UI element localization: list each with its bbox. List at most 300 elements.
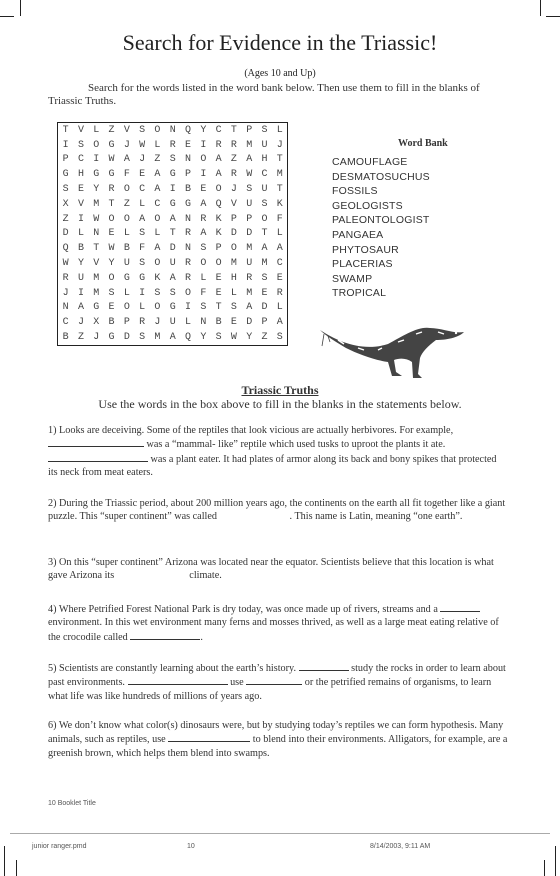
grid-letter[interactable]: S — [139, 332, 146, 344]
slug-filename: junior ranger.pmd — [32, 843, 87, 850]
grid-letter[interactable]: D — [169, 243, 176, 255]
grid-letter[interactable]: I — [200, 169, 207, 181]
grid-letter[interactable]: T — [276, 154, 283, 166]
grid-letter[interactable]: U — [246, 258, 253, 270]
grid-letter[interactable]: A — [246, 154, 253, 166]
grid-letter[interactable]: Z — [154, 154, 161, 166]
grid-letter[interactable]: Y — [200, 332, 207, 344]
grid-letter[interactable]: I — [62, 139, 69, 151]
grid-letter[interactable]: T — [261, 228, 268, 240]
slug-date: 8/14/2003, 9:11 AM — [370, 843, 431, 850]
grid-letter[interactable]: E — [200, 184, 207, 196]
grid-letter[interactable]: T — [62, 124, 69, 136]
grid-letter[interactable]: S — [215, 332, 222, 344]
grid-letter[interactable]: A — [154, 169, 161, 181]
grid-letter[interactable]: J — [123, 139, 130, 151]
grid-letter[interactable]: Q — [185, 124, 192, 136]
grid-letter[interactable]: S — [169, 287, 176, 299]
grid-letter[interactable]: L — [154, 228, 161, 240]
grid-letter[interactable]: U — [246, 198, 253, 210]
grid-letter[interactable]: S — [62, 184, 69, 196]
grid-letter[interactable]: J — [154, 317, 161, 329]
grid-letter[interactable]: R — [185, 228, 192, 240]
grid-letter[interactable]: S — [246, 184, 253, 196]
grid-letter[interactable]: A — [139, 213, 146, 225]
q4-text: . — [200, 631, 203, 643]
grid-letter[interactable]: Z — [77, 332, 84, 344]
grid-row — [58, 123, 288, 138]
grid-row — [58, 212, 288, 227]
slug-page-number: 10 — [187, 843, 195, 850]
grid-letter[interactable]: D — [123, 332, 130, 344]
grid-letter[interactable]: E — [276, 272, 283, 284]
grid-letter[interactable]: A — [123, 154, 130, 166]
grid-letter[interactable]: P — [123, 317, 130, 329]
crop-mark — [540, 0, 541, 16]
grid-letter[interactable]: U — [77, 272, 84, 284]
grid-letter[interactable]: C — [154, 198, 161, 210]
grid-letter[interactable]: P — [215, 243, 222, 255]
answer-blank[interactable] — [246, 675, 302, 685]
grid-letter[interactable]: M — [246, 287, 253, 299]
answer-blank[interactable] — [299, 661, 349, 671]
word-search-grid[interactable] — [57, 122, 288, 346]
grid-letter[interactable]: Z — [123, 198, 130, 210]
grid-letter[interactable]: M — [93, 287, 100, 299]
grid-letter[interactable]: A — [246, 302, 253, 314]
grid-letter[interactable]: S — [200, 302, 207, 314]
grid-letter[interactable]: G — [108, 332, 115, 344]
word-bank-item: FOSSILS — [332, 185, 378, 198]
grid-letter[interactable]: P — [185, 169, 192, 181]
q5-text: use — [227, 677, 247, 689]
grid-letter[interactable]: N — [62, 302, 69, 314]
grid-letter[interactable]: G — [108, 169, 115, 181]
grid-letter[interactable]: Q — [185, 332, 192, 344]
grid-letter[interactable]: N — [185, 243, 192, 255]
age-range: (Ages 10 and Up) — [244, 68, 316, 79]
grid-letter[interactable]: A — [169, 213, 176, 225]
grid-letter[interactable]: N — [93, 228, 100, 240]
grid-letter[interactable]: P — [62, 154, 69, 166]
grid-letter[interactable]: R — [215, 139, 222, 151]
grid-letter[interactable]: C — [77, 154, 84, 166]
grid-letter[interactable]: Y — [200, 124, 207, 136]
grid-letter[interactable]: A — [200, 198, 207, 210]
grid-letter[interactable]: O — [185, 287, 192, 299]
grid-letter[interactable]: V — [93, 258, 100, 270]
grid-letter[interactable]: I — [200, 139, 207, 151]
grid-row — [58, 138, 288, 153]
grid-letter[interactable]: A — [215, 169, 222, 181]
grid-letter[interactable]: K — [215, 228, 222, 240]
grid-letter[interactable]: R — [276, 287, 283, 299]
grid-letter[interactable]: B — [123, 243, 130, 255]
word-bank-item: GEOLOGISTS — [332, 199, 403, 212]
grid-letter[interactable]: T — [108, 198, 115, 210]
grid-letter[interactable]: H — [230, 272, 237, 284]
grid-letter[interactable]: W — [108, 243, 115, 255]
grid-letter[interactable]: H — [261, 154, 268, 166]
word-bank-item: TROPICAL — [332, 287, 387, 300]
grid-letter[interactable]: G — [169, 302, 176, 314]
q1-text: 1) Looks are deceiving. Some of the reptiles that look vicious are actually herbivores. For example, — [48, 425, 454, 436]
word-bank-item: PALEONTOLOGIST — [332, 214, 430, 227]
grid-letter[interactable]: E — [108, 302, 115, 314]
grid-letter[interactable]: R — [139, 317, 146, 329]
answer-blank[interactable] — [168, 732, 250, 742]
grid-letter[interactable]: P — [230, 213, 237, 225]
q1-text: was a “mammal- like” reptile which used tusks to uproot the plants it ate. — [144, 439, 446, 451]
answer-blank[interactable] — [128, 675, 228, 685]
word-bank-item: PLACERIAS — [332, 258, 393, 271]
grid-letter[interactable]: O — [200, 258, 207, 270]
grid-letter[interactable]: M — [230, 258, 237, 270]
grid-row — [58, 301, 288, 316]
grid-letter[interactable]: S — [77, 139, 84, 151]
grid-letter[interactable]: Z — [62, 213, 69, 225]
q1-text: was a plant eater. It had plates of armor along its back and bony spikes that protected its neck from meat eaters. — [48, 453, 497, 478]
answer-blank[interactable] — [220, 510, 290, 519]
grid-letter[interactable]: Y — [93, 184, 100, 196]
grid-letter[interactable]: W — [230, 332, 237, 344]
grid-letter[interactable]: N — [200, 317, 207, 329]
grid-letter[interactable]: W — [93, 213, 100, 225]
word-bank-item: SWAMP — [332, 272, 373, 285]
grid-letter[interactable]: O — [108, 213, 115, 225]
grid-letter[interactable]: J — [139, 154, 146, 166]
crop-mark — [4, 846, 5, 876]
grid-letter[interactable]: N — [185, 213, 192, 225]
grid-letter[interactable]: J — [77, 317, 84, 329]
grid-letter[interactable]: L — [276, 228, 283, 240]
grid-row — [58, 315, 288, 330]
q3-text: climate. — [186, 570, 222, 582]
grid-letter[interactable]: A — [215, 154, 222, 166]
grid-letter[interactable]: T — [169, 228, 176, 240]
grid-letter[interactable]: C — [139, 184, 146, 196]
grid-letter[interactable]: M — [261, 258, 268, 270]
grid-letter[interactable]: V — [77, 124, 84, 136]
grid-letter[interactable]: T — [230, 124, 237, 136]
answer-blank[interactable] — [48, 452, 148, 462]
grid-letter[interactable]: O — [108, 272, 115, 284]
question-6 — [48, 719, 508, 760]
grid-letter[interactable]: G — [169, 198, 176, 210]
grid-letter[interactable]: O — [123, 302, 130, 314]
grid-letter[interactable]: P — [246, 124, 253, 136]
grid-letter[interactable]: O — [154, 302, 161, 314]
triassic-truths-instructions: Use the words in the box above to fill in the blanks in the statements below. — [98, 397, 462, 411]
grid-row — [58, 182, 288, 197]
grid-letter[interactable]: U — [169, 258, 176, 270]
grid-letter[interactable]: O — [200, 154, 207, 166]
grid-letter[interactable]: U — [261, 184, 268, 196]
grid-letter[interactable]: S — [261, 198, 268, 210]
grid-letter[interactable]: I — [139, 287, 146, 299]
grid-letter[interactable]: R — [185, 272, 192, 284]
grid-letter[interactable]: U — [169, 317, 176, 329]
grid-letter[interactable]: X — [62, 198, 69, 210]
grid-letter[interactable]: A — [200, 228, 207, 240]
grid-letter[interactable]: K — [215, 213, 222, 225]
q3-text: 3) On this “super continent” Arizona was located near the equator. Scientists believe that this location is what gave Arizona its — [48, 557, 494, 582]
grid-row — [58, 286, 288, 301]
grid-letter[interactable]: G — [185, 198, 192, 210]
grid-letter[interactable]: R — [169, 139, 176, 151]
answer-blank[interactable] — [117, 569, 187, 578]
grid-letter[interactable]: I — [185, 302, 192, 314]
grid-letter[interactable]: E — [215, 287, 222, 299]
grid-letter[interactable]: S — [261, 124, 268, 136]
crop-mark — [0, 16, 14, 17]
grid-letter[interactable]: S — [139, 124, 146, 136]
grid-letter[interactable]: V — [230, 198, 237, 210]
grid-letter[interactable]: A — [261, 243, 268, 255]
word-bank-title: Word Bank — [398, 138, 448, 149]
q2-text: . This name is Latin, meaning “one earth”. — [289, 511, 463, 523]
grid-letter[interactable]: H — [77, 169, 84, 181]
grid-letter[interactable]: E — [108, 228, 115, 240]
grid-letter[interactable]: A — [276, 243, 283, 255]
crop-mark — [555, 846, 556, 876]
question-5 — [48, 661, 508, 703]
grid-letter[interactable]: S — [108, 287, 115, 299]
grid-letter[interactable]: T — [93, 243, 100, 255]
grid-letter[interactable]: S — [230, 302, 237, 314]
q4-text: environment. In this wet environment many ferns and mosses thrived, as well as a large meat eating relative of the crocodile called — [48, 617, 499, 643]
grid-letter[interactable]: L — [139, 198, 146, 210]
grid-letter[interactable]: S — [261, 272, 268, 284]
grid-letter[interactable]: X — [93, 317, 100, 329]
grid-letter[interactable]: P — [261, 317, 268, 329]
grid-letter[interactable]: C — [215, 124, 222, 136]
grid-letter[interactable]: L — [93, 124, 100, 136]
grid-letter[interactable]: R — [108, 184, 115, 196]
grid-letter[interactable]: T — [215, 302, 222, 314]
grid-row — [58, 330, 288, 345]
grid-letter[interactable]: M — [246, 139, 253, 151]
grid-letter[interactable]: O — [154, 213, 161, 225]
grid-letter[interactable]: G — [123, 272, 130, 284]
grid-letter[interactable]: R — [246, 272, 253, 284]
grid-letter[interactable]: L — [185, 317, 192, 329]
grid-letter[interactable]: R — [200, 213, 207, 225]
grid-letter[interactable]: R — [185, 258, 192, 270]
grid-letter[interactable]: R — [230, 139, 237, 151]
grid-letter[interactable]: O — [154, 124, 161, 136]
grid-letter[interactable]: S — [154, 287, 161, 299]
grid-letter[interactable]: L — [123, 228, 130, 240]
crop-mark — [16, 860, 17, 876]
grid-row — [58, 271, 288, 286]
grid-letter[interactable]: E — [261, 287, 268, 299]
grid-letter[interactable]: A — [169, 272, 176, 284]
q5-text: study the rocks in order to learn about past environments. — [48, 663, 506, 689]
question-1 — [48, 424, 508, 479]
word-bank-item: CAMOUFLAGE — [332, 156, 408, 168]
grid-letter[interactable]: B — [108, 317, 115, 329]
grid-letter[interactable]: F — [276, 213, 283, 225]
grid-letter[interactable]: G — [139, 272, 146, 284]
grid-letter[interactable]: B — [77, 243, 84, 255]
grid-letter[interactable]: U — [123, 258, 130, 270]
grid-letter[interactable]: O — [93, 139, 100, 151]
grid-letter[interactable]: G — [169, 169, 176, 181]
grid-letter[interactable]: W — [108, 154, 115, 166]
word-bank-item: PANGAEA — [332, 228, 384, 241]
grid-letter[interactable]: A — [154, 184, 161, 196]
grid-letter[interactable]: J — [230, 184, 237, 196]
grid-letter[interactable]: C — [261, 169, 268, 181]
slug-divider — [10, 833, 550, 834]
grid-letter[interactable]: D — [246, 317, 253, 329]
grid-letter[interactable]: G — [93, 169, 100, 181]
grid-letter[interactable]: U — [261, 139, 268, 151]
grid-letter[interactable]: M — [93, 272, 100, 284]
grid-letter[interactable]: N — [169, 124, 176, 136]
grid-letter[interactable]: Y — [246, 332, 253, 344]
grid-letter[interactable]: F — [200, 287, 207, 299]
grid-letter[interactable]: R — [62, 272, 69, 284]
grid-letter[interactable]: D — [246, 228, 253, 240]
grid-letter[interactable]: W — [246, 169, 253, 181]
grid-letter[interactable]: N — [185, 154, 192, 166]
grid-letter[interactable]: L — [276, 302, 283, 314]
grid-letter[interactable]: M — [154, 332, 161, 344]
grid-letter[interactable]: B — [215, 317, 222, 329]
grid-letter[interactable]: K — [154, 272, 161, 284]
grid-letter[interactable]: Z — [261, 332, 268, 344]
grid-letter[interactable]: W — [62, 258, 69, 270]
grid-letter[interactable]: L — [276, 124, 283, 136]
grid-letter[interactable]: I — [77, 287, 84, 299]
grid-letter[interactable]: E — [215, 272, 222, 284]
grid-letter[interactable]: Y — [77, 258, 84, 270]
grid-letter[interactable]: I — [77, 213, 84, 225]
grid-letter[interactable]: L — [230, 287, 237, 299]
word-bank-list — [332, 155, 430, 301]
grid-letter[interactable]: S — [169, 154, 176, 166]
grid-letter[interactable]: L — [139, 302, 146, 314]
grid-letter[interactable]: O — [215, 184, 222, 196]
grid-letter[interactable]: K — [276, 198, 283, 210]
grid-letter[interactable]: J — [93, 332, 100, 344]
grid-letter[interactable]: S — [139, 258, 146, 270]
grid-letter[interactable]: A — [169, 332, 176, 344]
grid-letter[interactable]: L — [200, 272, 207, 284]
grid-letter[interactable]: A — [154, 243, 161, 255]
grid-letter[interactable]: C — [62, 317, 69, 329]
grid-letter[interactable]: E — [139, 169, 146, 181]
triassic-truths-heading: Triassic Truths — [241, 383, 319, 397]
grid-letter[interactable]: O — [261, 213, 268, 225]
q5-text: or the petrified remains of organisms, to learn what life was like hundreds of millions of years ago. — [48, 677, 492, 702]
grid-letter[interactable]: R — [230, 169, 237, 181]
grid-letter[interactable]: W — [139, 139, 146, 151]
question-4 — [48, 602, 508, 644]
grid-letter[interactable]: D — [62, 228, 69, 240]
grid-row — [58, 227, 288, 242]
grid-letter[interactable]: G — [93, 302, 100, 314]
grid-letter[interactable]: J — [276, 139, 283, 151]
grid-letter[interactable]: S — [276, 332, 283, 344]
question-2 — [48, 497, 508, 524]
grid-letter[interactable]: Q — [62, 243, 69, 255]
grid-letter[interactable]: B — [185, 184, 192, 196]
q5-text: 5) Scientists are constantly learning about the earth’s history. — [48, 663, 299, 674]
grid-letter[interactable]: Y — [108, 258, 115, 270]
word-bank-item: PHYTOSAUR — [332, 243, 399, 256]
dinosaur-illustration — [318, 312, 468, 380]
grid-letter[interactable]: O — [154, 258, 161, 270]
grid-letter[interactable]: Q — [215, 198, 222, 210]
intro-text: Search for the words listed in the word bank below. Then use them to fill in the blanks of Triassic Truths. — [48, 82, 480, 107]
grid-letter[interactable]: S — [139, 228, 146, 240]
grid-letter[interactable]: O — [123, 213, 130, 225]
grid-letter[interactable]: T — [276, 184, 283, 196]
grid-letter[interactable]: I — [93, 154, 100, 166]
grid-letter[interactable]: V — [123, 124, 130, 136]
grid-letter[interactable]: D — [261, 302, 268, 314]
word-bank-item: DESMATOSUCHUS — [332, 170, 430, 183]
grid-row — [58, 153, 288, 168]
grid-letter[interactable]: M — [246, 243, 253, 255]
q6-text: 6) We don’t know what color(s) dinosaurs were, but by studying today’s reptiles we can form hypothesis. Many animals, such as reptiles, use — [48, 720, 504, 746]
answer-blank[interactable] — [440, 602, 480, 612]
grid-letter[interactable]: J — [62, 287, 69, 299]
answer-blank[interactable] — [48, 437, 144, 447]
grid-letter[interactable]: M — [93, 198, 100, 210]
crop-mark — [20, 0, 21, 16]
grid-letter[interactable]: G — [62, 169, 69, 181]
grid-row — [58, 256, 288, 271]
grid-row — [58, 241, 288, 256]
grid-letter[interactable]: F — [139, 243, 146, 255]
grid-letter[interactable]: M — [276, 169, 283, 181]
grid-letter[interactable]: C — [276, 258, 283, 270]
grid-letter[interactable]: O — [215, 258, 222, 270]
grid-letter[interactable]: S — [200, 243, 207, 255]
grid-letter[interactable]: G — [108, 139, 115, 151]
grid-row — [58, 167, 288, 182]
grid-letter[interactable]: V — [77, 198, 84, 210]
grid-letter[interactable]: P — [246, 213, 253, 225]
grid-letter[interactable]: L — [123, 287, 130, 299]
grid-letter[interactable]: O — [230, 243, 237, 255]
grid-letter[interactable]: A — [77, 302, 84, 314]
grid-letter[interactable]: D — [230, 228, 237, 240]
grid-letter[interactable]: E — [185, 139, 192, 151]
answer-blank[interactable] — [130, 630, 200, 640]
grid-letter[interactable]: I — [169, 184, 176, 196]
q6-text: to blend into their environments. Alligators, for example, are a greenish brown, which helps them blend into swamps. — [48, 734, 508, 759]
grid-letter[interactable]: L — [77, 228, 84, 240]
grid-row — [58, 197, 288, 212]
grid-letter[interactable]: L — [154, 139, 161, 151]
grid-letter[interactable]: Z — [108, 124, 115, 136]
grid-letter[interactable]: A — [276, 317, 283, 329]
grid-letter[interactable]: E — [77, 184, 84, 196]
grid-letter[interactable]: O — [123, 184, 130, 196]
question-3 — [48, 556, 508, 583]
grid-letter[interactable]: F — [123, 169, 130, 181]
grid-letter[interactable]: B — [62, 332, 69, 344]
grid-letter[interactable]: Z — [230, 154, 237, 166]
page-title: Search for Evidence in the Triassic! — [122, 30, 438, 55]
grid-letter[interactable]: E — [230, 317, 237, 329]
crop-mark — [546, 16, 560, 17]
